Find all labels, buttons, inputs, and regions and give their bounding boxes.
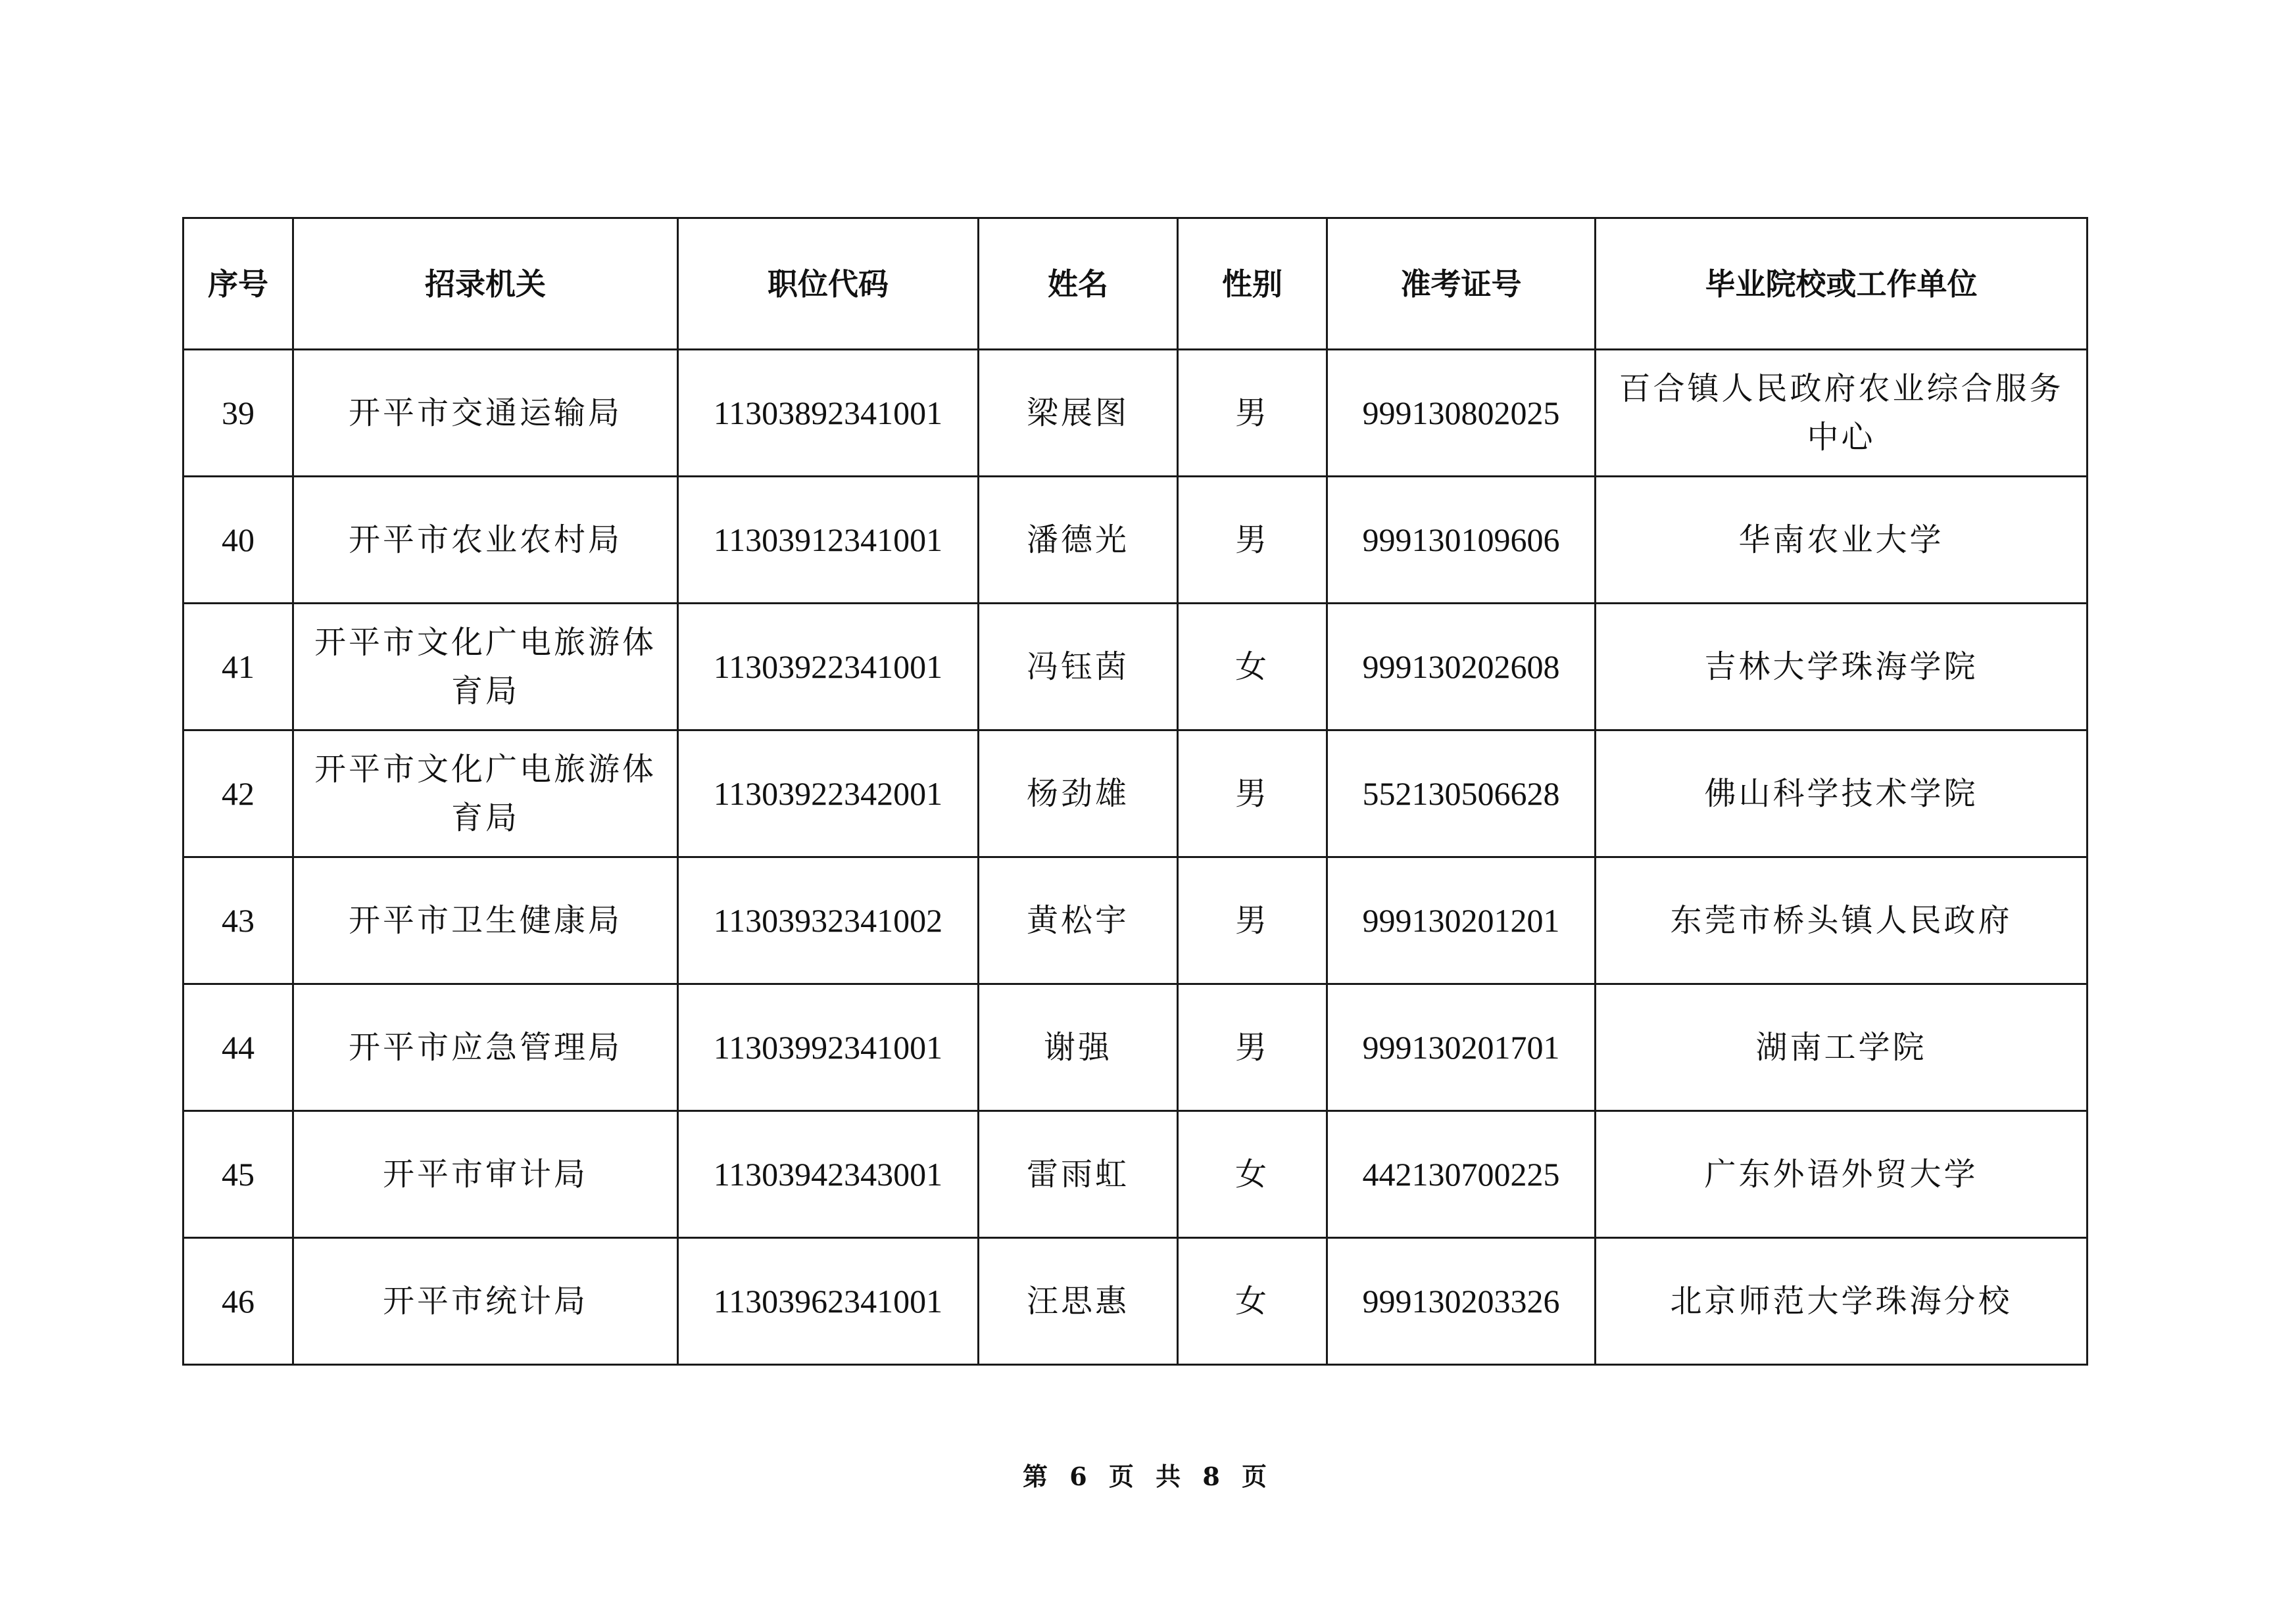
cell-serial: 42 — [183, 730, 293, 857]
cell-gender: 男 — [1178, 350, 1327, 477]
cell-serial: 46 — [183, 1238, 293, 1365]
table-row — [183, 857, 2088, 984]
header-gender: 性别 — [1178, 218, 1327, 350]
cell-school-or-employer: 东莞市桥头镇人民政府 — [1596, 857, 2088, 984]
cell-agency: 开平市农业农村局 — [293, 477, 678, 604]
cell-exam-id: 442130700225 — [1327, 1111, 1596, 1238]
cell-exam-id: 552130506628 — [1327, 730, 1596, 857]
cell-exam-id: 999130201201 — [1327, 857, 1596, 984]
cell-school-or-employer: 佛山科学技术学院 — [1596, 730, 2088, 857]
cell-serial: 41 — [183, 604, 293, 730]
table-row — [183, 1238, 2088, 1365]
cell-serial: 40 — [183, 477, 293, 604]
cell-agency: 开平市交通运输局 — [293, 350, 678, 477]
personnel-table — [182, 217, 2088, 1366]
table-row — [183, 1111, 2088, 1238]
cell-name: 梁展图 — [979, 350, 1178, 477]
table-row — [183, 477, 2088, 604]
cell-name: 黄松宇 — [979, 857, 1178, 984]
table-row — [183, 350, 2088, 477]
header-name: 姓名 — [979, 218, 1178, 350]
cell-position-code: 11303992341001 — [678, 984, 979, 1111]
cell-school-or-employer: 百合镇人民政府农业综合服务中心 — [1596, 350, 2088, 477]
cell-position-code: 11303912341001 — [678, 477, 979, 604]
header-exam-id: 准考证号 — [1327, 218, 1596, 350]
cell-gender: 女 — [1178, 1238, 1327, 1365]
cell-name: 潘德光 — [979, 477, 1178, 604]
table-row — [183, 730, 2088, 857]
page-number: 第 6 页 共 8 页 — [1022, 1462, 1274, 1491]
cell-name: 汪思惠 — [979, 1238, 1178, 1365]
table-row — [183, 984, 2088, 1111]
cell-gender: 女 — [1178, 1111, 1327, 1238]
cell-exam-id: 999130109606 — [1327, 477, 1596, 604]
cell-exam-id: 999130201701 — [1327, 984, 1596, 1111]
cell-gender: 男 — [1178, 984, 1327, 1111]
cell-gender: 男 — [1178, 857, 1327, 984]
cell-school-or-employer: 北京师范大学珠海分校 — [1596, 1238, 2088, 1365]
cell-position-code: 11303922342001 — [678, 730, 979, 857]
header-position-code: 职位代码 — [678, 218, 979, 350]
header-school-or-employer: 毕业院校或工作单位 — [1596, 218, 2088, 350]
cell-exam-id: 999130802025 — [1327, 350, 1596, 477]
cell-gender: 男 — [1178, 477, 1327, 604]
cell-agency: 开平市文化广电旅游体育局 — [293, 730, 678, 857]
cell-serial: 45 — [183, 1111, 293, 1238]
table-header-row — [183, 218, 2088, 350]
cell-agency: 开平市卫生健康局 — [293, 857, 678, 984]
table-row — [183, 604, 2088, 730]
cell-name: 谢强 — [979, 984, 1178, 1111]
cell-position-code: 11303892341001 — [678, 350, 979, 477]
cell-agency: 开平市应急管理局 — [293, 984, 678, 1111]
cell-exam-id: 999130202608 — [1327, 604, 1596, 730]
cell-exam-id: 999130203326 — [1327, 1238, 1596, 1365]
cell-name: 杨劲雄 — [979, 730, 1178, 857]
cell-gender: 女 — [1178, 604, 1327, 730]
cell-serial: 43 — [183, 857, 293, 984]
cell-serial: 44 — [183, 984, 293, 1111]
cell-agency: 开平市审计局 — [293, 1111, 678, 1238]
cell-serial: 39 — [183, 350, 293, 477]
header-agency: 招录机关 — [293, 218, 678, 350]
cell-school-or-employer: 吉林大学珠海学院 — [1596, 604, 2088, 730]
cell-gender: 男 — [1178, 730, 1327, 857]
header-serial: 序号 — [183, 218, 293, 350]
cell-position-code: 11303962341001 — [678, 1238, 979, 1365]
cell-agency: 开平市统计局 — [293, 1238, 678, 1365]
cell-school-or-employer: 广东外语外贸大学 — [1596, 1111, 2088, 1238]
cell-school-or-employer: 湖南工学院 — [1596, 984, 2088, 1111]
cell-name: 冯钰茵 — [979, 604, 1178, 730]
cell-agency: 开平市文化广电旅游体育局 — [293, 604, 678, 730]
cell-position-code: 11303942343001 — [678, 1111, 979, 1238]
cell-name: 雷雨虹 — [979, 1111, 1178, 1238]
cell-school-or-employer: 华南农业大学 — [1596, 477, 2088, 604]
cell-position-code: 11303932341002 — [678, 857, 979, 984]
cell-position-code: 11303922341001 — [678, 604, 979, 730]
